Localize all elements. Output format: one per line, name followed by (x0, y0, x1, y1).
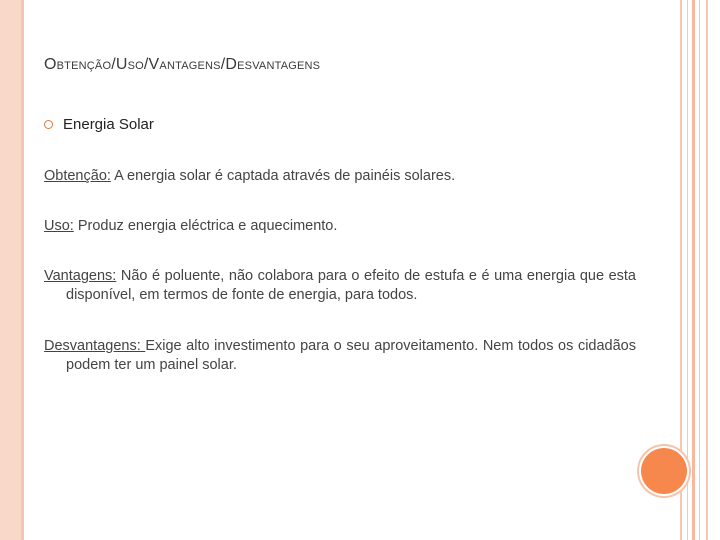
paragraph-label: Vantagens: (44, 268, 117, 284)
bullet-text: Energia Solar (63, 116, 154, 133)
paragraph-uso (44, 217, 636, 236)
paragraph-text: Não é poluente, não colabora para o efeito de estufa e é uma energia que esta disponível, em termos de fonte de energia, para todos. (66, 268, 636, 303)
paragraph-vantagens (44, 267, 636, 305)
slide-title: Obtenção/Uso/Vantagens/Desvantagens (44, 56, 321, 73)
decorative-line (692, 0, 695, 540)
decorative-line (706, 0, 708, 540)
paragraph-label: Desvantagens: (44, 338, 146, 354)
hollow-circle-bullet-icon (44, 120, 53, 129)
paragraph-label: Obtenção: (44, 168, 111, 184)
paragraph-obtencao (44, 167, 636, 186)
decorative-circle (641, 448, 687, 494)
decorative-line (699, 0, 700, 540)
bullet-item (44, 116, 154, 133)
decorative-line (687, 0, 688, 540)
paragraph-text: Produz energia eléctrica e aquecimento. (73, 218, 338, 234)
slide-left-border (0, 0, 24, 540)
paragraph-text: A energia solar é captada através de painéis solares. (110, 168, 456, 184)
paragraph-desvantagens (44, 337, 636, 375)
paragraph-label: Uso: (44, 218, 74, 234)
paragraph-text: Exige alto investimento para o seu aproveitamento. Nem todos os cidadãos podem ter um painel solar. (66, 338, 636, 373)
